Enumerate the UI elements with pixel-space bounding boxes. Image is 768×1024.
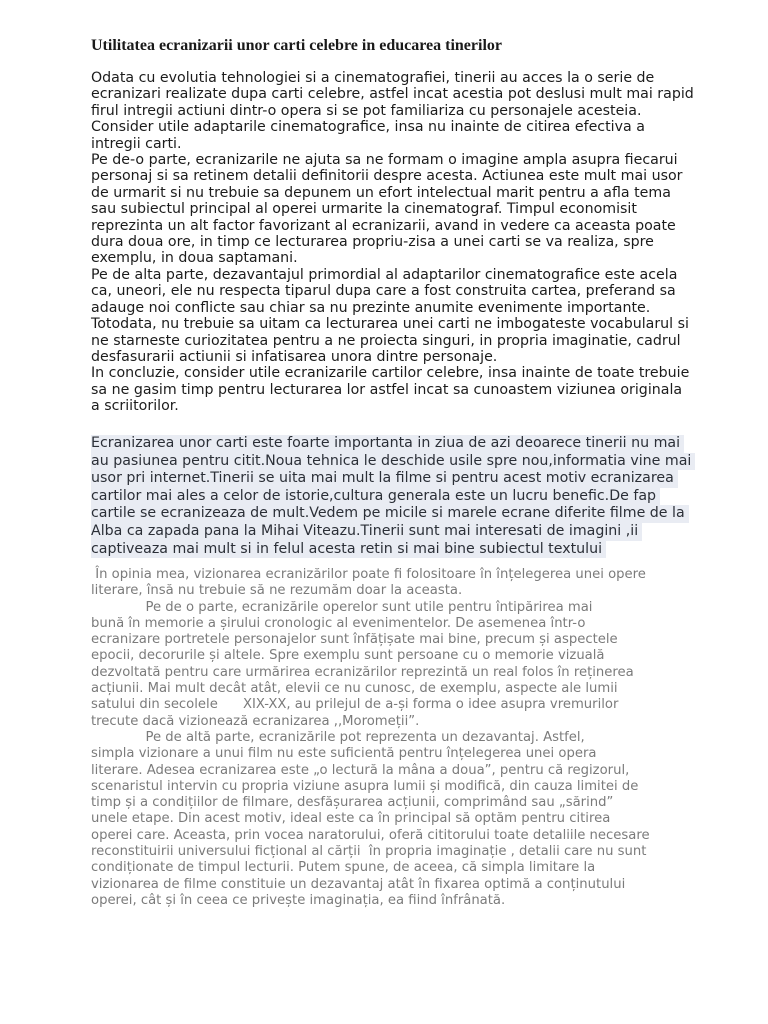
text-line: operei, cât și în ceea ce privește imaginația, ea fiind înfrânată.	[91, 892, 506, 908]
text-line: literare, însă nu trebuie să ne rezumăm doar la aceasta.	[91, 583, 463, 599]
text-line: satului din secolele XIX-XX, au prilejul de a-și forma o idee asupra vremurilor	[91, 697, 619, 713]
text-line: scenaristul intervin cu propria viziune asupra lumii și modifică, din cauza limitei de	[91, 778, 639, 794]
text-line: Consider utile adaptarile cinematografice, insa nu inainte de citirea efectiva a	[91, 119, 645, 136]
text-line: Pe de altă parte, ecranizările pot reprezenta un dezavantaj. Astfel,	[91, 729, 585, 745]
text-line: Ecranizarea unor carti este foarte importanta in ziua de azi deoarece tinerii nu mai	[91, 435, 684, 453]
text-line: Pe de-o parte, ecranizarile ne ajuta sa ne formam o imagine ampla asupra fiecarui	[91, 152, 678, 169]
text-line: dezvoltată pentru care urmărirea ecranizărilor reprezintă un real folos în reținerea	[91, 664, 634, 680]
essay-block-2-highlighted	[91, 435, 691, 558]
text-line: În opinia mea, vizionarea ecranizărilor poate fi folositoare în înțelegerea unei opere	[91, 567, 646, 582]
text-line: captiveaza mai mult si in felul acesta retin si mai bine subiectul textului	[91, 541, 606, 559]
text-line: au pasiunea pentru citit.Noua tehnica le deschide usile spre nou,informatia vine mai	[91, 453, 695, 471]
text-line: a scriitorilor.	[91, 398, 179, 415]
text-line: Alba ca zapada pana la Mihai Viteazu.Tinerii sunt mai interesati de imagini ,ii	[91, 523, 642, 541]
text-line: condiționate de timpul lecturii. Putem spune, de aceea, că simpla limitare la	[91, 860, 596, 876]
text-line: de urmarit si nu trebuie sa depunem un efort intelectual marit pentru a afla tema	[91, 184, 671, 201]
text-line: Totodata, nu trebuie sa uitam ca lecturarea unei carti ne imbogateste vocabularul si	[91, 316, 689, 333]
text-line: desfasurarii actiunii si infatisarea unora dintre personaje.	[91, 348, 498, 365]
text-line: personaj si sa retinem detalii definitorii despre acesta. Actiunea este mult mai usor	[91, 168, 683, 185]
text-line: intregii carti.	[91, 135, 182, 152]
text-line: ecranizari realizate dupa carti celebre, astfel incat acestia pot deslusi mult mai rapid	[91, 86, 694, 103]
essay-block-1	[91, 70, 694, 415]
text-line: epocii, decorurile și altele. Spre exemplu sunt persoane cu o memorie vizuală	[91, 648, 605, 664]
text-line: Pe de alta parte, dezavantajul primordial al adaptarilor cinematografice este acela	[91, 266, 678, 283]
text-line: ca, uneori, ele nu respecta tiparul dupa care a fost construita cartea, preferand sa	[91, 283, 676, 300]
text-line: exemplu, in doua saptamani.	[91, 250, 298, 267]
text-line: cartilor mai ales a celor de istorie,cultura generala este un lucru benefic.De fap	[91, 488, 660, 506]
text-line: acțiunii. Mai mult decât atât, elevii ce nu cunosc, de exemplu, aspecte ale lumii	[91, 681, 618, 697]
text-line: firul intregii actiuni dintr-o opera si se pot familiariza cu personajele acesteia.	[91, 102, 642, 119]
text-line: adauge noi conflicte sau chiar sa nu prezinte anumite evenimente importante.	[91, 299, 651, 316]
text-line: literare. Adesea ecranizarea este „o lectură la mâna a doua”, pentru că regizorul,	[91, 762, 630, 778]
text-line: Pe de o parte, ecranizările operelor sunt utile pentru întipărirea mai	[91, 599, 593, 615]
text-line: usor pri internet.Tinerii se uita mai mult la filme si pentru acest motiv ecranizarea	[91, 470, 678, 488]
text-line: unele etape. Din acest motiv, ideal este ca în principal să optăm pentru citirea	[91, 811, 611, 827]
text-line: dura doua ore, in timp ce lecturarea propriu-zisa a unei carti se va realiza, spre	[91, 234, 654, 251]
text-line: reconstituirii universului ficțional al cărții în propria imaginație , detalii care nu sunt	[91, 844, 647, 860]
essay-block-3-gray	[91, 567, 691, 909]
text-line: Odata cu evolutia tehnologiei si a cinematografiei, tinerii au acces la o serie de	[91, 70, 655, 86]
text-line: vizionarea de filme constituie un dezavantaj atât în fixarea optimă a conținutului	[91, 876, 626, 892]
text-line: sa ne gasim timp pentru lecturarea lor astfel incat sa cunoastem viziunea originala	[91, 381, 683, 398]
text-line: reprezinta un alt factor favorizant al ecranizarii, avand in vedere ca aceasta poate	[91, 217, 676, 234]
text-line: trecute dacă vizionează ecranizarea ,,Moromeții”.	[91, 713, 420, 729]
document-title: Utilitatea ecranizarii unor carti celebre in educarea tinerilor	[91, 37, 502, 54]
text-line: bună în memorie a șirului cronologic al evenimentelor. De asemenea într-o	[91, 615, 586, 631]
text-line: ecranizare portretele personajelor sunt înfățișate mai bine, precum și aspectele	[91, 632, 618, 648]
text-line: timp și a condițiilor de filmare, desfășurarea acțiunii, comprimând sau „sărind”	[91, 795, 614, 811]
text-line: simpla vizionare a unui film nu este suficientă pentru înțelegerea unei opera	[91, 746, 597, 762]
text-line: ne starneste curiozitatea pentru a ne proiecta singuri, in propria imaginatie, cadrul	[91, 332, 681, 349]
text-line: operei care. Aceasta, prin vocea naratorului, oferă cititorului toate detaliile necesare	[91, 827, 650, 843]
text-line: cartile se ecranizeaza de mult.Vedem pe micile si marele ecrane diferite filme de la	[91, 505, 689, 523]
text-line: In concluzie, consider utile ecranizarile cartilor celebre, insa inainte de toate trebuie	[91, 365, 690, 382]
text-line: sau subiectul principal al operei urmarite la cinematograf. Timpul economisit	[91, 201, 637, 218]
